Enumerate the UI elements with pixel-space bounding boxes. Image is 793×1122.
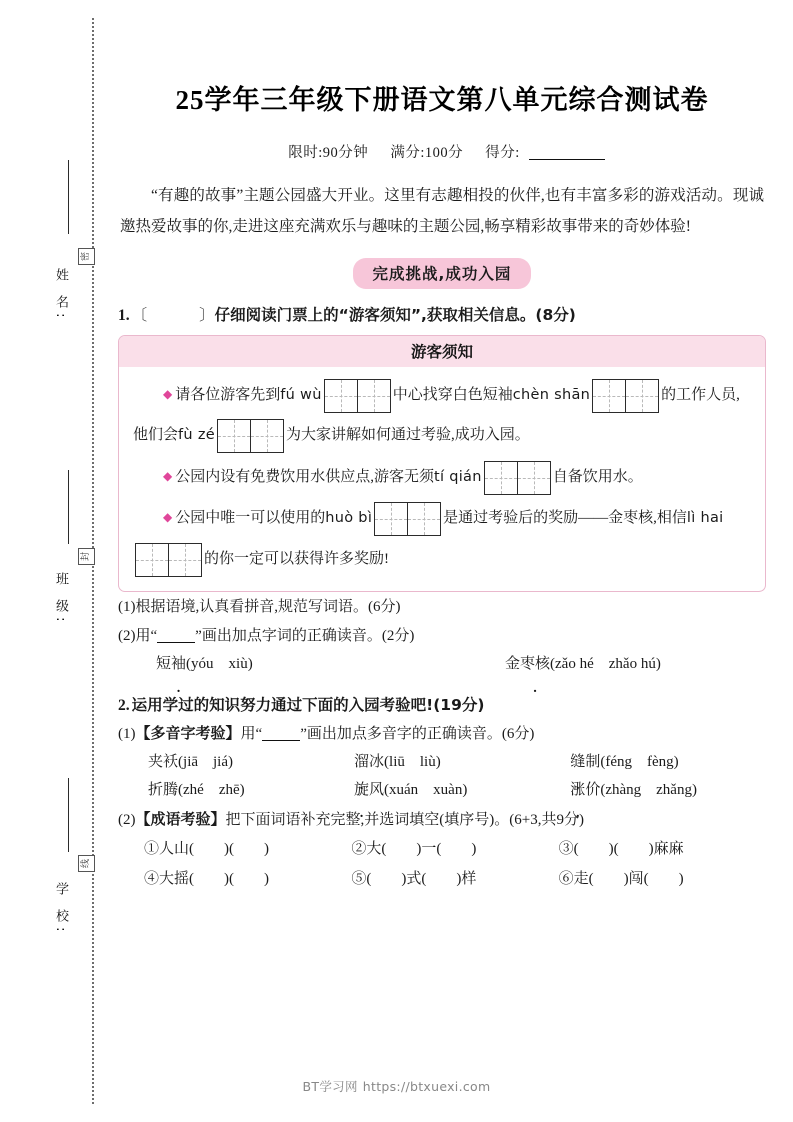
ticket-card [118, 335, 766, 593]
writing-grid[interactable] [217, 416, 284, 456]
polyphone-item[interactable] [570, 748, 766, 776]
idiom-item[interactable] [351, 834, 558, 864]
writing-grid[interactable] [484, 457, 551, 497]
readings[interactable]: (féng fèng) [600, 754, 679, 771]
b1-t4: 为大家讲解如何通过考验,成功入园。 [285, 427, 530, 444]
readings[interactable]: (zhé zhē) [178, 782, 245, 799]
readings[interactable]: (liū liù) [384, 754, 441, 771]
paper-sheet [118, 0, 766, 1122]
seal-rule-2 [68, 470, 69, 544]
idiom-item[interactable] [351, 864, 558, 894]
exam-meta [118, 141, 766, 162]
score-blank[interactable] [529, 159, 605, 160]
ticket-title: 游客须知 [119, 336, 765, 367]
underline-blank[interactable] [262, 740, 300, 741]
q1s2-points: (2分) [381, 628, 415, 645]
writing-grid[interactable] [324, 375, 391, 415]
writing-grid[interactable] [592, 375, 659, 415]
question-1-number: 1. [118, 306, 130, 324]
b3-pinyin-lihai: lì hai [686, 510, 724, 527]
dotted-char: 溜 [354, 754, 370, 771]
question-1-sub-2-items [118, 650, 766, 679]
idiom-number: ③ [558, 841, 574, 858]
full-score: 满分:100分 [390, 145, 464, 161]
question-1-points: (8分) [535, 305, 576, 324]
question-1-score-bracket[interactable]: 〔 〕 [131, 305, 215, 324]
q2s1-suffix: ”画出加点多音字的正确读音。 [300, 726, 502, 743]
b2-pinyin-tiqian: tí qián [434, 468, 482, 485]
q2s1-prefix: 用“ [240, 726, 263, 743]
idiom-pattern[interactable]: ( )式( )样 [366, 871, 477, 888]
idiom-pattern[interactable]: ( )( )麻麻 [573, 841, 684, 858]
diamond-bullet-icon: ◆ [163, 510, 173, 525]
q2s2-points: (6+3,共9分) [509, 812, 584, 829]
b1-pinyin-chenshan: chèn shān [512, 386, 591, 403]
q1s1-points: (6分) [368, 599, 401, 616]
question-2-heading [118, 693, 766, 718]
seal-field-name: 姓 名: [53, 268, 68, 323]
question-1-sub-1 [118, 594, 766, 621]
q1s2-label: (2) [118, 628, 136, 645]
score-label: 得分: [485, 145, 520, 161]
polyphone-item[interactable] [354, 776, 570, 804]
idiom-number: ② [351, 841, 367, 858]
b1-pinyin-fuwu: fú wù [280, 386, 322, 403]
idiom-item[interactable] [144, 834, 351, 864]
polyphone-item[interactable] [354, 748, 570, 776]
b2-t2: 自备饮用水。 [552, 468, 643, 485]
writing-grid[interactable] [374, 499, 441, 539]
dotted-char: 缝 [570, 754, 586, 771]
b3-t1: 公园中唯一可以使用的 [175, 510, 326, 527]
idiom-number: ⑥ [558, 871, 574, 888]
question-1-sub-2 [118, 623, 766, 650]
polyphone-row-2 [118, 776, 766, 804]
ticket-bullet-2 [133, 456, 751, 498]
idiom-item[interactable] [144, 864, 351, 894]
q2s1-points: (6分) [501, 726, 535, 743]
word-plain-1: 短 [156, 656, 172, 673]
b1-t1: 请各位游客先到 [175, 386, 281, 403]
seal-field-school: 学 校: [53, 882, 68, 937]
idiom-pattern[interactable]: 大摇( )( ) [159, 871, 269, 888]
dotted-char: 夹 [148, 754, 164, 771]
q2s1-tag: 【多音字考验】 [135, 724, 241, 743]
diamond-bullet-icon: ◆ [163, 386, 173, 401]
rest-char: 风 [369, 782, 385, 799]
seal-rule-3 [68, 778, 69, 852]
idiom-number: ④ [144, 871, 160, 888]
word-dotted-2: 枣核 [520, 656, 551, 673]
rest-char: 腾 [163, 782, 179, 799]
q2s2-tag: 【成语考验】 [135, 810, 226, 829]
b3-t2: 是通过考验后的奖励——金枣核,相信 [443, 510, 687, 527]
q1s2-suffix: ”画出加点字词的正确读音。 [195, 628, 382, 645]
rest-char: 袄 [163, 754, 179, 771]
polyphone-item[interactable] [148, 748, 354, 776]
q1s2-prefix: 用“ [135, 628, 158, 645]
readings-1[interactable]: (yóu xiù) [186, 656, 253, 673]
q2s2-label: (2) [118, 812, 136, 829]
seal-margin [0, 0, 108, 1122]
ticket-bullet-1 [133, 374, 751, 456]
dotted-char: 旋 [354, 782, 370, 799]
b1-pinyin-fuze: fù zé [178, 427, 215, 444]
question-2-number: 2. [118, 697, 130, 715]
idiom-pattern[interactable]: 大( )一( ) [366, 841, 477, 858]
section-banner: 完成挑战,成功入园 [353, 258, 532, 289]
question-2-points: (19分) [433, 696, 485, 715]
rest-char: 价 [585, 782, 601, 799]
footer-url: https://btxuexi.com [362, 1079, 491, 1094]
polyphone-row-1 [118, 748, 766, 776]
question-1-text: 仔细阅读门票上的“游客须知”,获取相关信息。 [214, 305, 536, 324]
b1-t3: 的工作人员,他们会 [133, 386, 740, 444]
intro-paragraph: “有趣的故事”主题公园盛大开业。这里有志趣相投的伙伴,也有丰富多彩的游戏活动。现诚邀热爱故事的你,走进这座充满欢乐与趣味的主题公园,畅享精彩故事带来的奇妙体验! [120, 187, 764, 235]
polyphone-item[interactable] [570, 776, 766, 804]
readings-2[interactable]: (zǎo hé zhǎo hú) [550, 656, 661, 673]
q1s1-label: (1) [118, 599, 136, 616]
readings[interactable]: (zhàng zhǎng) [600, 782, 697, 799]
word-dotted-1: 袖 [171, 656, 187, 673]
section-banner-wrap [118, 258, 766, 289]
reading-item-jinzaohe[interactable] [417, 650, 766, 679]
question-2-sub-2 [118, 806, 766, 834]
readings[interactable]: (xuán xuàn) [384, 782, 468, 799]
rest-char: 冰 [369, 754, 385, 771]
word-plain-2: 金 [505, 656, 521, 673]
writing-grid[interactable] [135, 539, 202, 579]
rest-char: 制 [585, 754, 601, 771]
question-2-text: 运用学过的知识努力通过下面的入园考验吧! [131, 696, 434, 715]
idiom-number: ⑤ [351, 871, 367, 888]
seal-char-feng: 封 [78, 548, 95, 565]
b2-t1: 公园内设有免费饮用水供应点,游客无须 [175, 468, 434, 485]
ticket-body [119, 367, 765, 592]
seal-char-xian: 线 [78, 855, 95, 872]
q1s1-text: 根据语境,认真看拼音,规范写词语。 [135, 599, 369, 616]
dotted-char: 涨 [570, 782, 586, 799]
page-title: 25学年三年级下册语文第八单元综合测试卷 [175, 85, 709, 115]
b3-pinyin-huobi: huò bì [325, 510, 373, 527]
seal-rule-1 [68, 160, 69, 234]
idiom-item[interactable] [559, 834, 766, 864]
idiom-pattern[interactable]: 走( )闯( ) [573, 871, 684, 888]
question-2-sub-1 [118, 720, 766, 748]
question-1-heading [118, 303, 766, 328]
idiom-row-2 [118, 864, 766, 894]
polyphone-item[interactable] [148, 776, 354, 804]
q2s1-label: (1) [118, 726, 136, 743]
seal-char-mi: 密 [78, 248, 95, 265]
b1-t2: 中心找穿白色短袖 [392, 386, 513, 403]
seal-field-class: 班 级: [53, 572, 68, 627]
time-limit: 限时:90分钟 [288, 145, 369, 161]
footer-brand: BT学习网 [302, 1079, 358, 1094]
diamond-bullet-icon: ◆ [163, 468, 173, 483]
idiom-item[interactable] [559, 864, 766, 894]
dotted-char: 折 [148, 782, 164, 799]
underline-blank[interactable] [157, 642, 195, 643]
footer [0, 1077, 793, 1095]
reading-item-duanxiu[interactable] [156, 650, 417, 679]
idiom-number: ① [144, 841, 160, 858]
q2s2-text: 把下面词语补充完整,并选词填空(填序号)。 [225, 812, 510, 829]
idiom-pattern[interactable]: 人山( )( ) [159, 841, 269, 858]
b3-t3: 的你一定可以获得许多奖励! [204, 550, 389, 567]
readings[interactable]: (jiā jiá) [178, 754, 234, 771]
idiom-row-1 [118, 834, 766, 864]
ticket-bullet-3 [133, 497, 751, 579]
